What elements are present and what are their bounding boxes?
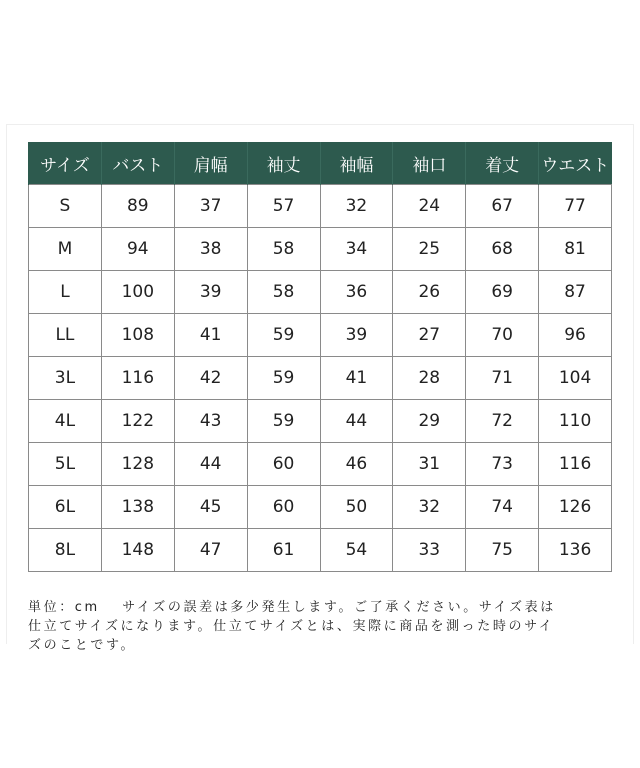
table-cell: 25 bbox=[393, 228, 466, 271]
header-size: サイズ bbox=[29, 142, 102, 185]
table-row bbox=[29, 357, 612, 400]
table-cell: 28 bbox=[393, 357, 466, 400]
table-cell: 43 bbox=[174, 400, 247, 443]
table-cell: 136 bbox=[539, 529, 612, 572]
table-cell: 108 bbox=[101, 314, 174, 357]
table-cell: 61 bbox=[247, 529, 320, 572]
table-cell: 69 bbox=[466, 271, 539, 314]
table-cell: 81 bbox=[539, 228, 612, 271]
table-cell: 138 bbox=[101, 486, 174, 529]
table-cell: 116 bbox=[101, 357, 174, 400]
header-sleeve-width: 袖幅 bbox=[320, 142, 393, 185]
table-cell: 128 bbox=[101, 443, 174, 486]
table-cell: 126 bbox=[539, 486, 612, 529]
table-cell: 45 bbox=[174, 486, 247, 529]
table-cell: 3L bbox=[29, 357, 102, 400]
table-cell: 72 bbox=[466, 400, 539, 443]
table-cell: 39 bbox=[320, 314, 393, 357]
header-bust: バスト bbox=[101, 142, 174, 185]
table-cell: S bbox=[29, 185, 102, 228]
table-cell: 104 bbox=[539, 357, 612, 400]
table-cell: 33 bbox=[393, 529, 466, 572]
note-line: 単位：cm サイズの誤差は多少発生します。ご了承ください。サイズ表は bbox=[28, 600, 556, 615]
table-cell: 59 bbox=[247, 314, 320, 357]
table-cell: 59 bbox=[247, 357, 320, 400]
table-cell: L bbox=[29, 271, 102, 314]
table-cell: 67 bbox=[466, 185, 539, 228]
table-cell: 44 bbox=[320, 400, 393, 443]
table-cell: M bbox=[29, 228, 102, 271]
size-note bbox=[28, 598, 614, 655]
table-cell: 96 bbox=[539, 314, 612, 357]
table-row bbox=[29, 228, 612, 271]
table-row bbox=[29, 529, 612, 572]
header-waist: ウエスト bbox=[539, 142, 612, 185]
table-cell: 50 bbox=[320, 486, 393, 529]
table-cell: 87 bbox=[539, 271, 612, 314]
size-table bbox=[28, 142, 612, 572]
table-cell: 39 bbox=[174, 271, 247, 314]
table-cell: 57 bbox=[247, 185, 320, 228]
table-cell: 24 bbox=[393, 185, 466, 228]
table-cell: 60 bbox=[247, 486, 320, 529]
table-cell: 29 bbox=[393, 400, 466, 443]
table-cell: 54 bbox=[320, 529, 393, 572]
table-row bbox=[29, 314, 612, 357]
table-cell: 75 bbox=[466, 529, 539, 572]
table-cell: 68 bbox=[466, 228, 539, 271]
table-cell: 58 bbox=[247, 228, 320, 271]
table-cell: 41 bbox=[320, 357, 393, 400]
table-cell: 5L bbox=[29, 443, 102, 486]
table-cell: 73 bbox=[466, 443, 539, 486]
table-cell: 89 bbox=[101, 185, 174, 228]
table-cell: 122 bbox=[101, 400, 174, 443]
table-cell: LL bbox=[29, 314, 102, 357]
table-row bbox=[29, 400, 612, 443]
table-cell: 74 bbox=[466, 486, 539, 529]
table-cell: 8L bbox=[29, 529, 102, 572]
table-cell: 42 bbox=[174, 357, 247, 400]
table-cell: 94 bbox=[101, 228, 174, 271]
table-cell: 116 bbox=[539, 443, 612, 486]
note-line: 仕立てサイズになります。仕立てサイズとは、実際に商品を測った時のサイ bbox=[28, 619, 555, 634]
header-row bbox=[29, 142, 612, 185]
table-cell: 60 bbox=[247, 443, 320, 486]
table-cell: 44 bbox=[174, 443, 247, 486]
table-cell: 77 bbox=[539, 185, 612, 228]
table-cell: 46 bbox=[320, 443, 393, 486]
table-row bbox=[29, 271, 612, 314]
table-cell: 32 bbox=[320, 185, 393, 228]
table-cell: 34 bbox=[320, 228, 393, 271]
table-cell: 36 bbox=[320, 271, 393, 314]
table-row bbox=[29, 443, 612, 486]
table-cell: 47 bbox=[174, 529, 247, 572]
header-sleeve-length: 袖丈 bbox=[247, 142, 320, 185]
table-cell: 38 bbox=[174, 228, 247, 271]
table-row bbox=[29, 486, 612, 529]
table-cell: 58 bbox=[247, 271, 320, 314]
table-cell: 26 bbox=[393, 271, 466, 314]
table-cell: 37 bbox=[174, 185, 247, 228]
table-cell: 6L bbox=[29, 486, 102, 529]
table-cell: 100 bbox=[101, 271, 174, 314]
table-cell: 31 bbox=[393, 443, 466, 486]
table-cell: 110 bbox=[539, 400, 612, 443]
note-line: ズのことです。 bbox=[28, 638, 137, 653]
table-cell: 41 bbox=[174, 314, 247, 357]
table-cell: 27 bbox=[393, 314, 466, 357]
table-row bbox=[29, 185, 612, 228]
header-cuff: 袖口 bbox=[393, 142, 466, 185]
table-cell: 71 bbox=[466, 357, 539, 400]
table-cell: 148 bbox=[101, 529, 174, 572]
table-cell: 70 bbox=[466, 314, 539, 357]
table-cell: 59 bbox=[247, 400, 320, 443]
header-length: 着丈 bbox=[466, 142, 539, 185]
table-cell: 4L bbox=[29, 400, 102, 443]
table-cell: 32 bbox=[393, 486, 466, 529]
header-shoulder: 肩幅 bbox=[174, 142, 247, 185]
